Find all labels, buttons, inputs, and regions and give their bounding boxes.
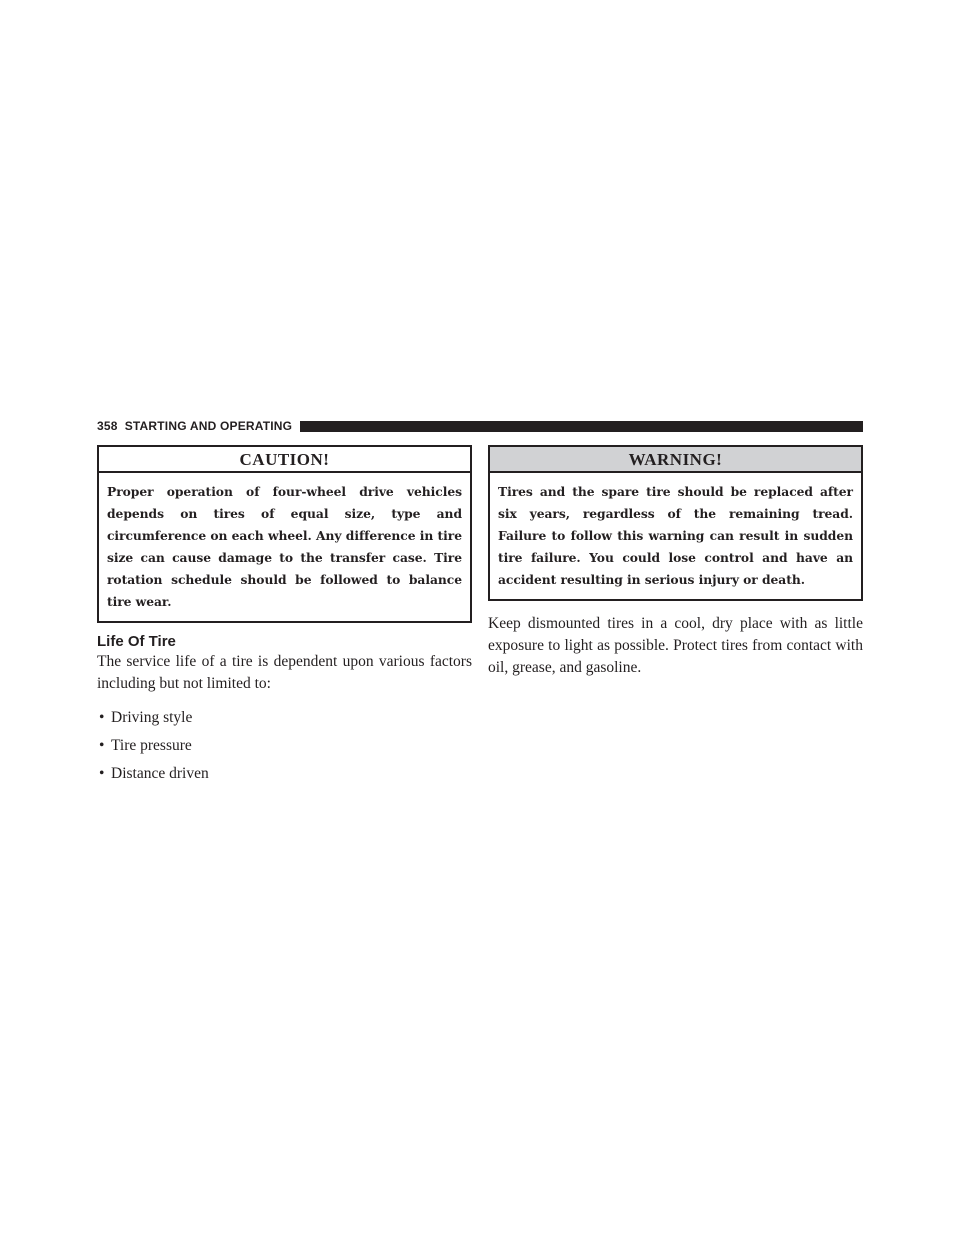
right-column	[488, 445, 863, 679]
life-of-tire-intro: The service life of a tire is dependent upon various factors including but not limited to:	[97, 653, 472, 692]
list-item-text: Tire pressure	[111, 737, 192, 754]
list-item-text: Distance driven	[111, 765, 209, 782]
caution-box	[97, 445, 472, 623]
list-item	[97, 763, 472, 785]
section-heading-life-of-tire: Life Of Tire	[97, 633, 176, 650]
factor-list	[97, 707, 472, 785]
header-rule	[300, 421, 863, 432]
section-title: STARTING AND OPERATING	[124, 419, 293, 433]
bullet-icon: •	[99, 765, 105, 782]
list-item-text: Driving style	[111, 709, 193, 726]
caution-title: CAUTION!	[99, 447, 470, 473]
warning-body: Tires and the spare tire should be replaced after six years, regardless of the remaining tread. Failure to follow this warning can result in sudden tire failure. You could lose control and have an accident resulting in serious injury or death.	[498, 484, 853, 587]
list-item	[97, 735, 472, 757]
left-column	[97, 445, 472, 791]
page-header-text	[97, 419, 300, 433]
storage-paragraph: Keep dismounted tires in a cool, dry place with as little exposure to light as possible. Protect tires from contact with oil, grease, and gasoline.	[488, 615, 863, 676]
caution-body: Proper operation of four-wheel drive vehicles depends on tires of equal size, type and circumference on each wheel. Any difference in tire size can cause damage to the transfer case. Tire rotation schedule should be followed to balance tire wear.	[107, 484, 462, 609]
page-number: 358	[97, 419, 118, 433]
list-item	[97, 707, 472, 729]
warning-box	[488, 445, 863, 601]
page-header	[97, 419, 863, 433]
bullet-icon: •	[99, 737, 105, 754]
warning-title: WARNING!	[490, 447, 861, 473]
bullet-icon: •	[99, 709, 105, 726]
